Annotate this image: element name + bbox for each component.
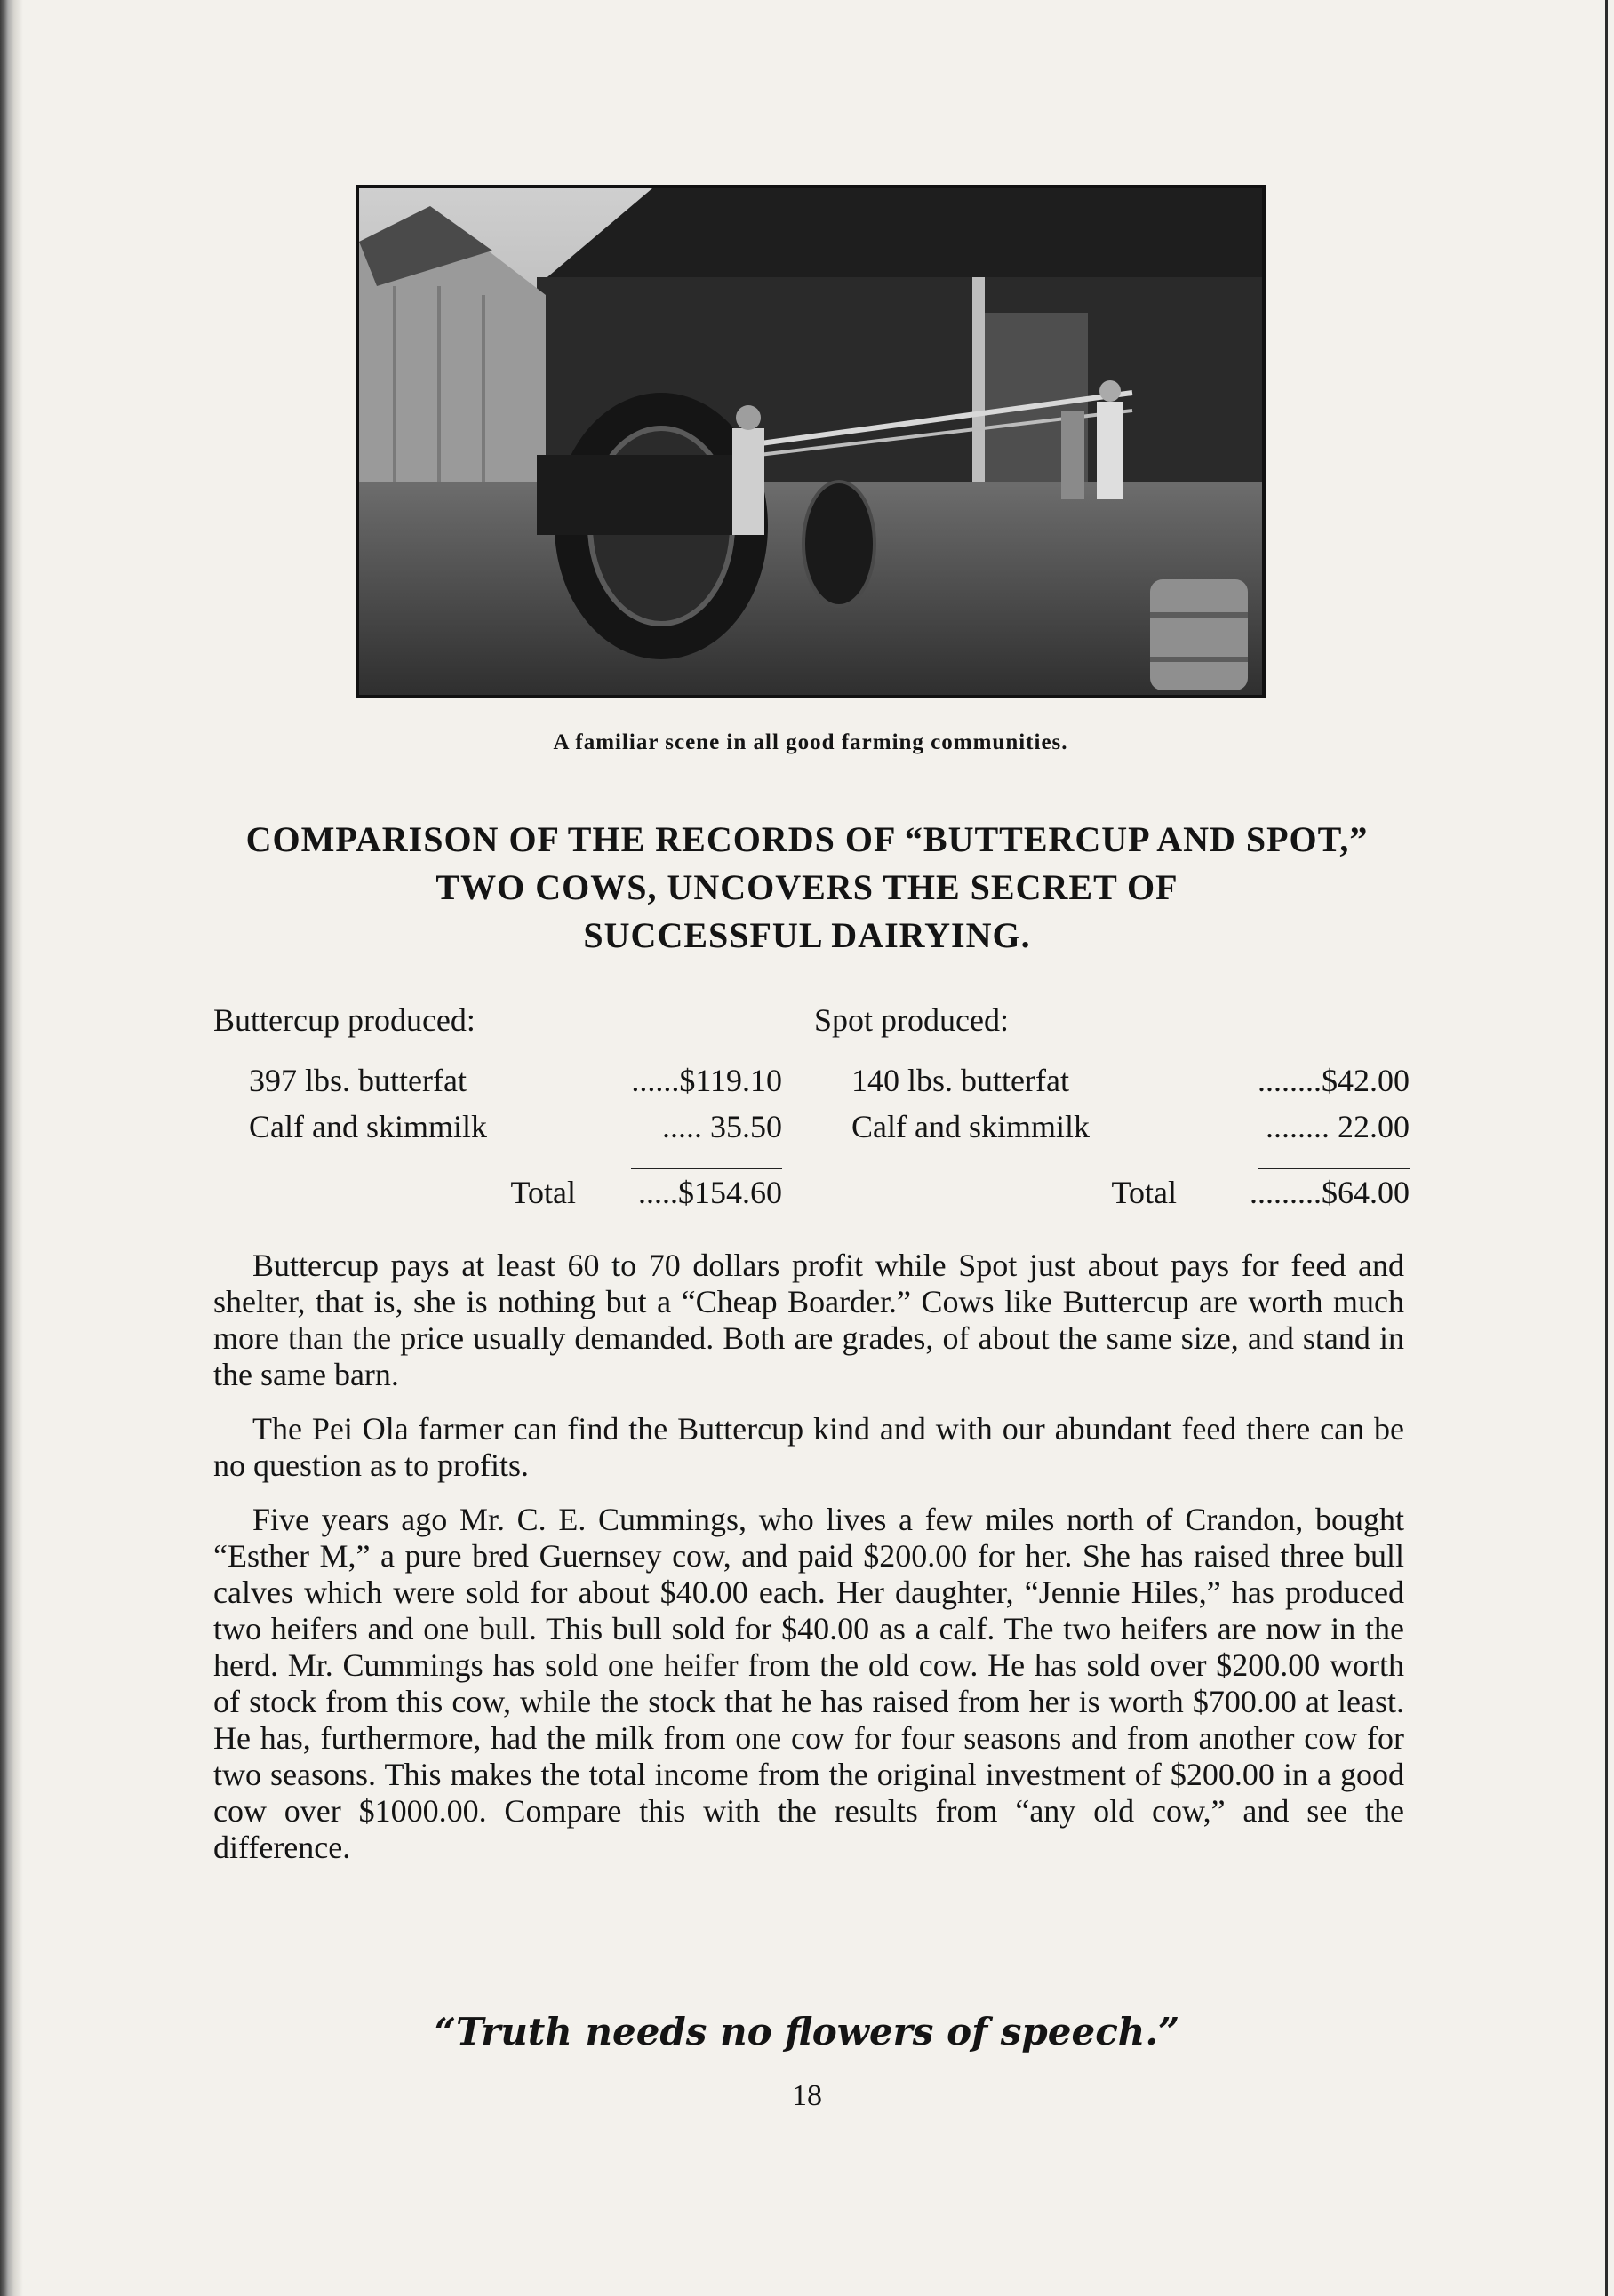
spot-record [814,1002,1410,1221]
spot-row-butterfat [814,1063,1410,1109]
headline-line-1: COMPARISON OF THE RECORDS OF “BUTTERCUP AND SPOT,” [245,819,1369,859]
total-rule [631,1168,782,1169]
article-body [213,1248,1404,1884]
headline-line-3: SUCCESSFUL DAIRYING. [583,915,1031,955]
headline-line-2: TWO COWS, UNCOVERS THE SECRET OF [435,867,1179,907]
row-value: ......$119.10 [631,1063,782,1098]
buttercup-row-total [213,1175,782,1221]
row-label: 397 lbs. butterfat [249,1063,467,1098]
buttercup-row-calf [213,1109,782,1155]
row-value: ........ 22.00 [1266,1109,1410,1144]
row-label: Calf and skimmilk [851,1109,1090,1144]
body-paragraph: The Pei Ola farmer can find the Buttercup kind and with our abundant feed there can be no question as to profits. [213,1411,1404,1483]
page-right-edge [1605,0,1608,2296]
closing-motto: “Truth needs no flowers of speech.” [434,2010,1180,2053]
row-label: 140 lbs. butterfat [851,1063,1069,1098]
buttercup-record-title: Buttercup produced: [213,1002,475,1038]
page-number: 18 [792,2079,822,2112]
photo-caption: A familiar scene in all good farming communities. [553,730,1068,754]
article-headline [196,816,1418,960]
page-binding-edge [0,0,23,2296]
row-value: ........$42.00 [1258,1063,1410,1098]
buttercup-row-butterfat [213,1063,782,1109]
total-label: Total [1111,1175,1177,1210]
spot-record-title: Spot produced: [814,1002,1009,1038]
spot-row-calf [814,1109,1410,1155]
total-value: .....$154.60 [638,1175,782,1210]
total-value: .........$64.00 [1250,1175,1410,1210]
total-label: Total [510,1175,576,1210]
total-rule [1258,1168,1410,1169]
row-value: ..... 35.50 [662,1109,782,1144]
body-paragraph: Five years ago Mr. C. E. Cummings, who lives a few miles north of Crandon, bought “Esther M,” a pure bred Guernsey cow, and paid $200.00 for her. She has raised three bull calves which were sold for about $40.00 each. Her daughter, “Jennie Hiles,” has produced two heifers and one bull. This bull sold for $40.00 as a calf. The two heifers are now in the herd. Mr. Cummings has sold one heifer from the old cow. He has sold over $200.00 worth of stock from this cow, while the stock that he has raised from her is worth $700.00 at least. He has, furthermore, had the milk from one cow for four seasons and from another cow for two seasons. This makes the total income from the original investment of $200.00 in a good cow over $1000.00. Compare this with the results from “any old cow,” and see the difference. [213,1502,1404,1865]
row-label: Calf and skimmilk [249,1109,487,1144]
body-paragraph: Buttercup pays at least 60 to 70 dollars profit while Spot just about pays for feed and shelter, that is, she is nothing but a “Cheap Boarder.” Cows like Buttercup are worth much more than the price usually demanded. Both are grades, of about the same size, and stand in the same barn. [213,1248,1404,1392]
buttercup-record [213,1002,782,1221]
farm-photo-image [359,188,1262,695]
farm-photo [356,185,1266,698]
spot-row-total [814,1175,1410,1221]
